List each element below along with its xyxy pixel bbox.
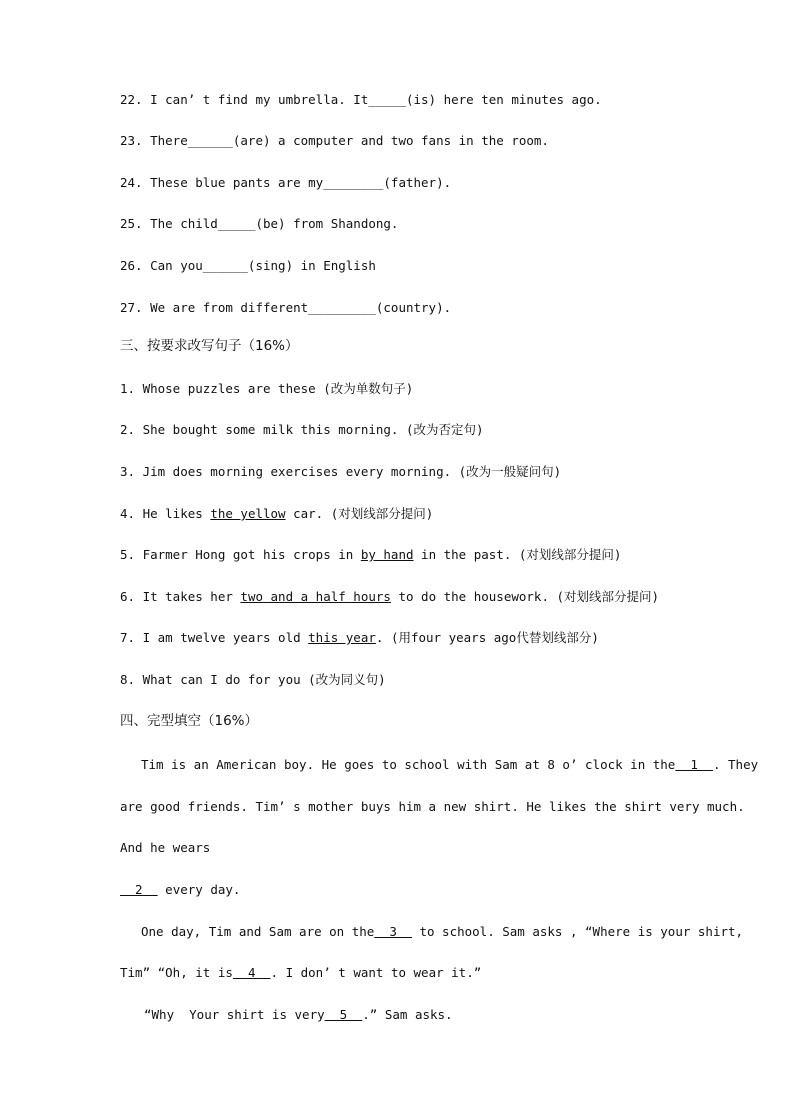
item-text: 4. He likes bbox=[120, 506, 211, 521]
rewrite-item-2 bbox=[120, 422, 484, 438]
item-text: 5. Farmer Hong got his crops in bbox=[120, 547, 361, 562]
question-27: 27. We are from different_________(country). bbox=[120, 300, 452, 315]
item-instruction: to do the housework. (对划线部分提问) bbox=[390, 589, 660, 604]
blank-2: 2 bbox=[120, 882, 158, 897]
question-24: 24. These blue pants are my________(father). bbox=[120, 175, 452, 190]
passage-text: .” Sam asks. bbox=[362, 1007, 453, 1022]
passage-text: . I don’ t want to wear it.” bbox=[270, 965, 482, 980]
item-text: 6. It takes her bbox=[120, 589, 241, 604]
passage-text: to school. Sam asks , “Where is your shirt, bbox=[411, 924, 744, 939]
rewrite-item-3 bbox=[120, 464, 561, 480]
passage-line-7 bbox=[144, 1007, 453, 1023]
section-4-heading: 四、完型填空（16%） bbox=[120, 713, 259, 729]
blank-5: 5 bbox=[324, 1007, 363, 1022]
item-instruction: in the past. (对划线部分提问) bbox=[413, 547, 622, 562]
blank-4: 4 bbox=[232, 965, 271, 980]
item-text: 7. I am twelve years old bbox=[120, 630, 309, 645]
passage-text: “Why Your shirt is very bbox=[144, 1007, 325, 1022]
item-instruction: (改为单数句子) bbox=[323, 381, 414, 396]
passage-line-2: are good friends. Tim’ s mother buys him a new shirt. He likes the shirt very much. bbox=[120, 799, 745, 814]
rewrite-item-4 bbox=[120, 506, 433, 522]
rewrite-item-8 bbox=[120, 672, 386, 688]
passage-line-6 bbox=[120, 965, 481, 981]
item-text: 2. She bought some milk this morning. bbox=[120, 422, 406, 437]
item-instruction: (改为否定句) bbox=[405, 422, 484, 437]
question-26: 26. Can you______(sing) in English bbox=[120, 258, 376, 273]
passage-line-4 bbox=[120, 882, 240, 898]
passage-text: . They bbox=[712, 757, 759, 772]
question-22: 22. I can’ t find my umbrella. It_____(is) here ten minutes ago. bbox=[120, 92, 602, 107]
item-instruction: car. (对划线部分提问) bbox=[285, 506, 434, 521]
passage-text: every day. bbox=[157, 882, 241, 897]
item-text: 3. Jim does morning exercises every morning. bbox=[120, 464, 459, 479]
passage-text: One day, Tim and Sam are on the bbox=[141, 924, 375, 939]
section-3-heading: 三、按要求改写句子（16%） bbox=[120, 338, 299, 354]
item-instruction: . (用four years ago代替划线部分) bbox=[375, 630, 599, 645]
rewrite-item-6 bbox=[120, 589, 659, 605]
question-25: 25. The child_____(be) from Shandong. bbox=[120, 216, 399, 231]
rewrite-item-7 bbox=[120, 630, 599, 646]
passage-text: Tim is an American boy. He goes to school with Sam at 8 o’ clock in the bbox=[141, 757, 676, 772]
passage-line-1 bbox=[141, 757, 758, 773]
rewrite-item-1 bbox=[120, 381, 413, 397]
passage-line-5 bbox=[141, 924, 743, 940]
underlined-part: two and a half hours bbox=[240, 589, 391, 604]
underlined-part: by hand bbox=[360, 547, 414, 562]
item-instruction: (改为同义句) bbox=[308, 672, 386, 687]
item-instruction: (改为一般疑问句) bbox=[458, 464, 562, 479]
item-text: 1. Whose puzzles are these bbox=[120, 381, 324, 396]
underlined-part: the yellow bbox=[210, 506, 286, 521]
blank-1: 1 bbox=[675, 757, 713, 772]
passage-line-3: And he wears bbox=[120, 840, 211, 855]
item-text: 8. What can I do for you bbox=[120, 672, 309, 687]
underlined-part: this year bbox=[308, 630, 376, 645]
rewrite-item-5 bbox=[120, 547, 621, 563]
passage-text: Tim” “Oh, it is bbox=[120, 965, 233, 980]
question-23: 23. There______(are) a computer and two fans in the room. bbox=[120, 133, 549, 148]
blank-3: 3 bbox=[374, 924, 412, 939]
